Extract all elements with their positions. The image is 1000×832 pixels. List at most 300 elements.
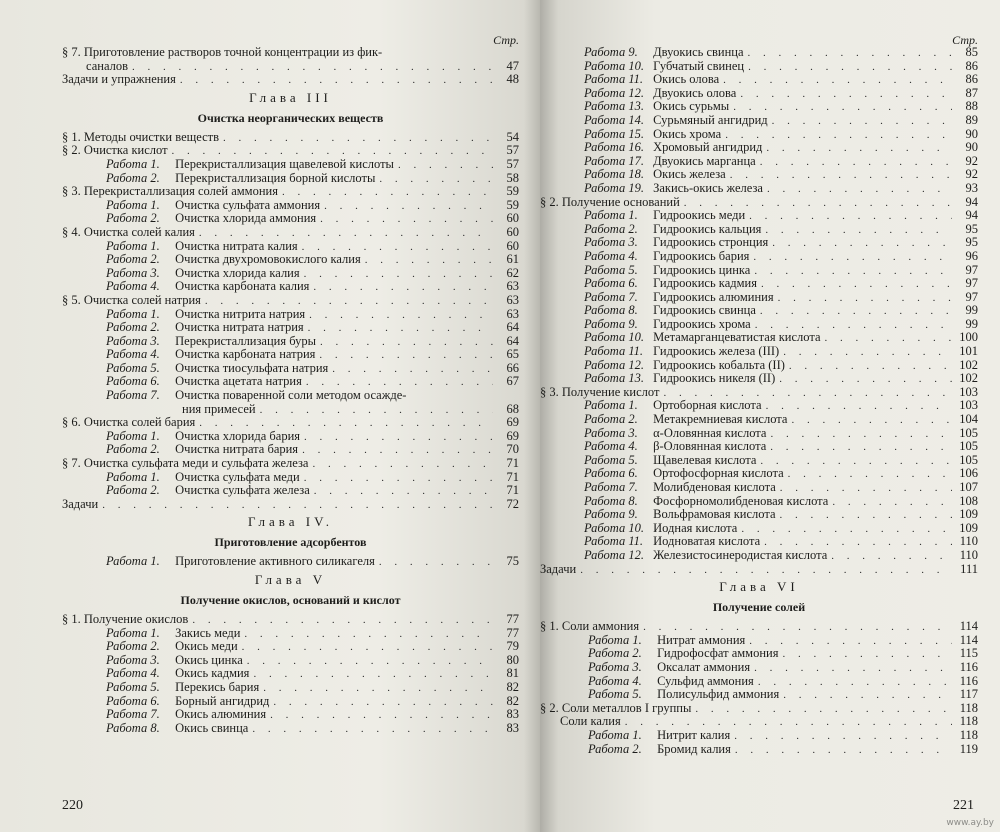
entry-page-number: 59 — [506, 197, 519, 212]
work-label: Работа 7. — [106, 388, 160, 403]
leader-dots — [753, 251, 952, 265]
toc-entry-text — [106, 335, 316, 349]
entry-page-number: 110 — [959, 547, 978, 562]
entry-title: Очистка сульфата меди — [175, 469, 300, 484]
entry-title: Окись кадмия — [175, 666, 250, 681]
entry-page-number: 96 — [965, 248, 978, 263]
leader-dots — [760, 305, 952, 319]
entry-title: § 2. Очистка кислот — [62, 143, 168, 158]
toc-entry-text — [540, 386, 659, 400]
entry-title: Очистка поваренной соли методом осажде- — [175, 388, 407, 403]
entry-page-number: 105 — [959, 452, 978, 467]
work-label: Работа 1. — [106, 156, 160, 171]
work-label: Работа 4. — [106, 279, 160, 294]
toc-entry — [62, 613, 519, 627]
entry-title: Хромовый ангидрид — [653, 140, 763, 155]
leader-dots — [766, 400, 952, 414]
toc-entry-text — [584, 440, 766, 454]
leader-dots — [761, 278, 952, 292]
work-label: Работа 1. — [106, 306, 160, 321]
entry-title: Окись алюминия — [175, 707, 267, 722]
toc-entry-text — [584, 250, 749, 264]
toc-entry-text — [584, 46, 744, 60]
toc-entry-text — [106, 389, 406, 403]
entry-title: Гидроокись кальция — [653, 221, 762, 236]
leader-dots — [831, 550, 952, 564]
work-label: Работа 11. — [584, 534, 644, 549]
entry-page-number: 116 — [959, 673, 978, 688]
toc-entry — [540, 702, 978, 716]
toc-entry-text — [584, 318, 751, 332]
entry-title: § 3. Получение кислот — [540, 384, 660, 399]
entry-title: Окись свинца — [175, 720, 249, 735]
entry-page-number: 61 — [506, 252, 519, 267]
work-label: Работа 7. — [584, 480, 638, 494]
entry-title: Окись цинка — [175, 652, 243, 667]
work-label: Работа 12. — [584, 547, 644, 562]
toc-entry-text — [584, 331, 821, 345]
work-label: Работа 2. — [106, 442, 160, 457]
leader-dots — [263, 682, 493, 696]
entry-page-number: 63 — [506, 306, 519, 321]
entry-title: Гидроокись хрома — [653, 316, 751, 331]
toc-entry — [540, 647, 978, 661]
toc-entry-text — [106, 199, 320, 213]
toc-entry-text — [560, 715, 621, 729]
toc-entry — [62, 253, 519, 267]
leader-dots — [730, 169, 952, 183]
toc-entry-text — [584, 372, 775, 386]
toc-entry — [540, 386, 978, 400]
page-column-label: Стр. — [952, 33, 978, 47]
leader-dots — [780, 509, 952, 523]
toc-entry — [540, 522, 978, 536]
toc-entry-text — [540, 563, 576, 577]
entry-page-number: 69 — [506, 428, 519, 443]
entry-page-number: 103 — [959, 384, 978, 399]
toc-entry-text — [588, 634, 745, 648]
leader-dots — [748, 47, 952, 61]
entry-title: Закись меди — [175, 625, 241, 640]
toc-entry-text — [106, 667, 249, 681]
entry-page-number: 60 — [506, 224, 519, 239]
toc-entry — [540, 250, 978, 264]
entry-page-number: 57 — [506, 156, 519, 171]
toc-entry — [540, 277, 978, 291]
toc-entry-text — [62, 613, 188, 627]
work-label: Работа 1. — [106, 197, 160, 212]
entry-title: саналов — [86, 58, 128, 73]
toc-entry-text — [588, 661, 750, 675]
entry-page-number: 95 — [965, 235, 978, 250]
toc-entry-text — [584, 209, 745, 223]
entry-title: § 1. Соли аммония — [540, 619, 640, 634]
work-label: Работа 2. — [106, 639, 160, 654]
toc-entry-text — [106, 280, 309, 294]
leader-dots — [754, 662, 952, 676]
work-label: Работа 2. — [588, 741, 642, 756]
entry-title: Перекристаллизация буры — [175, 333, 317, 348]
work-label: Работа 1. — [588, 727, 642, 742]
entry-page-number: 71 — [506, 456, 519, 471]
leader-dots — [770, 428, 952, 442]
work-label: Работа 7. — [106, 707, 160, 722]
leader-dots — [180, 74, 493, 88]
work-label: Работа 3. — [584, 235, 638, 250]
entry-title: Очистка нитрата натрия — [175, 320, 304, 335]
toc-entry-text — [106, 158, 394, 172]
toc-entry — [62, 375, 519, 389]
leader-dots — [754, 265, 952, 279]
entry-page-number: 85 — [965, 45, 978, 59]
entry-page-number: 99 — [965, 303, 978, 318]
entry-title: Гидроокись алюминия — [653, 289, 774, 304]
toc-entry-text — [584, 155, 756, 169]
leader-dots — [102, 499, 493, 513]
toc-entry — [62, 389, 519, 403]
entry-title: § 5. Очистка солей натрия — [62, 292, 201, 307]
entry-title: Щавелевая кислота — [653, 452, 757, 467]
toc-entry — [62, 226, 519, 240]
toc-entry-text — [584, 508, 776, 522]
entry-page-number: 105 — [959, 425, 978, 440]
entry-title: Двуокись свинца — [653, 45, 744, 59]
work-label: Работа 1. — [588, 632, 642, 647]
work-label: Работа 11. — [584, 72, 644, 87]
entry-page-number: 90 — [965, 140, 978, 155]
toc-entry — [62, 443, 519, 457]
entry-title: Задачи — [540, 561, 577, 576]
leader-dots — [365, 254, 493, 268]
toc-entry — [62, 60, 519, 74]
toc-entry — [62, 484, 519, 498]
toc-entry — [62, 654, 519, 668]
toc-entry-text — [584, 535, 760, 549]
entry-page-number: 64 — [506, 320, 519, 335]
work-label: Работа 2. — [106, 483, 160, 498]
toc-entry — [540, 675, 978, 689]
leader-dots — [767, 183, 952, 197]
leader-dots — [320, 336, 493, 350]
entry-title: Гидроокись железа (III) — [653, 344, 780, 359]
work-label: Работа 1. — [584, 208, 638, 223]
entry-title: Гидроокись кадмия — [653, 276, 757, 291]
chapter-heading: Глава III — [249, 89, 332, 105]
work-label: Работа 2. — [584, 412, 638, 427]
entry-title: Очистка хлорида аммония — [175, 211, 317, 226]
toc-entry-text — [584, 413, 787, 427]
entry-title: Метакремниевая кислота — [653, 412, 788, 427]
entry-page-number: 83 — [506, 720, 519, 735]
toc-entry-text — [584, 100, 729, 114]
toc-entry — [540, 620, 978, 634]
toc-entry — [62, 240, 519, 254]
toc-entry — [540, 508, 978, 522]
toc-entry — [540, 196, 978, 210]
leader-dots — [765, 224, 952, 238]
work-label: Работа 12. — [584, 85, 644, 100]
entry-page-number: 102 — [959, 371, 978, 386]
entry-page-number: 95 — [965, 221, 978, 236]
entry-page-number: 82 — [506, 693, 519, 708]
toc-entry-text — [588, 743, 731, 757]
entry-title: Очистка нитрита натрия — [175, 306, 306, 321]
leader-dots — [132, 61, 493, 75]
work-label: Работа 1. — [106, 238, 160, 253]
entry-title: Окись меди — [175, 639, 238, 654]
toc-entry-text — [584, 60, 744, 74]
entry-title: Нитрит калия — [657, 727, 731, 742]
work-label: Работа 17. — [584, 153, 644, 168]
work-label: Работа 2. — [584, 221, 638, 236]
entry-title: Окись железа — [653, 167, 726, 182]
toc-entry — [62, 640, 519, 654]
leader-dots — [309, 309, 493, 323]
toc-entry — [62, 73, 519, 87]
entry-page-number: 104 — [959, 412, 978, 427]
entry-title: Борный ангидрид — [175, 693, 270, 708]
toc-list-left — [62, 46, 519, 735]
entry-title: Очистка сульфата железа — [175, 483, 310, 498]
work-label: Работа 15. — [584, 126, 644, 141]
toc-entry — [540, 318, 978, 332]
right-toc — [540, 34, 978, 756]
toc-entry-text — [106, 471, 300, 485]
entry-title: § 3. Перекристаллизация солей аммония — [62, 184, 278, 199]
toc-entry — [540, 331, 978, 345]
entry-page-number: 90 — [965, 126, 978, 141]
leader-dots — [832, 496, 952, 510]
work-label: Работа 1. — [106, 554, 160, 569]
toc-entry-text — [106, 695, 269, 709]
toc-entry-text — [540, 196, 680, 210]
toc-entry-text — [86, 60, 128, 74]
toc-entry-text — [584, 87, 736, 101]
toc-entry-text — [588, 688, 779, 702]
toc-entry-text — [584, 223, 761, 237]
leader-dots — [252, 723, 493, 737]
entry-page-number: 60 — [506, 211, 519, 226]
toc-entry — [540, 87, 978, 101]
work-label: Работа 10. — [584, 330, 644, 345]
work-label: Работа 8. — [584, 303, 638, 318]
entry-title: β-Оловянная кислота — [653, 439, 767, 454]
entry-page-number: 64 — [506, 333, 519, 348]
work-label: Работа 6. — [106, 693, 160, 708]
entry-page-number: 87 — [965, 85, 978, 100]
toc-entry-text — [106, 654, 243, 668]
work-label: Работа 10. — [584, 58, 644, 73]
work-label: Работа 6. — [584, 276, 638, 291]
toc-entry — [62, 280, 519, 294]
entry-title: Гидрофосфат аммония — [657, 646, 779, 661]
entry-title: Двуокись марганца — [653, 153, 756, 168]
leader-dots — [314, 485, 493, 499]
leader-dots — [788, 468, 952, 482]
toc-entry — [62, 667, 519, 681]
toc-entry-text — [106, 240, 298, 254]
toc-entry — [62, 185, 519, 199]
work-label: Работа 5. — [584, 452, 638, 467]
entry-title: Губчатый свинец — [653, 58, 745, 73]
leader-dots — [247, 655, 493, 669]
entry-title: Полисульфид аммония — [657, 687, 780, 702]
entry-title: § 1. Методы очистки веществ — [62, 129, 220, 144]
entry-page-number: 65 — [506, 347, 519, 362]
toc-entry-text — [584, 522, 737, 536]
page-number-left: 220 — [62, 798, 83, 813]
entry-title: Очистка сульфата аммония — [175, 197, 321, 212]
toc-entry — [62, 144, 519, 158]
toc-entry-text — [584, 304, 756, 318]
leader-dots — [304, 431, 493, 445]
entry-page-number: 59 — [506, 184, 519, 199]
toc-entry — [540, 495, 978, 509]
left-toc — [62, 34, 519, 735]
toc-entry-text — [584, 427, 766, 441]
entry-title: Гидроокись стронция — [653, 235, 769, 250]
toc-entry — [540, 46, 978, 60]
entry-page-number: 92 — [965, 153, 978, 168]
toc-entry-text — [106, 308, 305, 322]
entry-page-number: 114 — [959, 632, 978, 647]
work-label: Работа 2. — [106, 320, 160, 335]
entry-title: Иодноватая кислота — [653, 534, 761, 549]
work-label: Работа 3. — [106, 265, 160, 280]
entry-page-number: 97 — [965, 262, 978, 277]
toc-entry-text — [584, 481, 776, 495]
entry-page-number: 86 — [965, 58, 978, 73]
entry-page-number: 118 — [959, 714, 978, 729]
leader-dots — [734, 730, 952, 744]
toc-entry-text — [106, 555, 375, 569]
leader-dots — [320, 213, 493, 227]
toc-entry-text — [584, 114, 768, 128]
toc-entry-text — [62, 185, 278, 199]
toc-entry-text — [584, 141, 762, 155]
work-label: Работа 4. — [106, 666, 160, 681]
entry-page-number: 62 — [506, 265, 519, 280]
toc-entry-text — [584, 345, 779, 359]
toc-entry-text — [106, 640, 238, 654]
entry-page-number: 101 — [959, 344, 978, 359]
toc-entry-text — [182, 403, 256, 417]
entry-page-number: 77 — [506, 625, 519, 640]
entry-title: Бромид калия — [657, 741, 731, 756]
entry-title: Задачи — [62, 496, 99, 511]
toc-entry — [540, 549, 978, 563]
work-label: Работа 2. — [588, 646, 642, 661]
toc-entry-text — [62, 131, 219, 145]
toc-entry — [540, 634, 978, 648]
entry-page-number: 94 — [965, 208, 978, 223]
entry-page-number: 114 — [959, 619, 978, 634]
entry-title: Очистка хлорида бария — [175, 428, 301, 443]
toc-entry-text — [106, 708, 266, 722]
leader-dots — [260, 404, 493, 418]
entry-page-number: 111 — [960, 561, 978, 576]
work-label: Работа 1. — [106, 428, 160, 443]
toc-entry — [540, 73, 978, 87]
right-page — [540, 0, 1000, 832]
entry-title: Окись сурьмы — [653, 99, 730, 114]
toc-entry — [540, 114, 978, 128]
toc-entry — [62, 627, 519, 641]
toc-entry — [62, 199, 519, 213]
toc-entry-text — [106, 321, 304, 335]
toc-entry — [62, 471, 519, 485]
work-label: Работа 3. — [584, 425, 638, 440]
toc-entry-text — [584, 454, 756, 468]
entry-title: Приготовление активного силикагеля — [175, 554, 375, 569]
work-label: Работа 14. — [584, 112, 644, 127]
toc-entry-text — [584, 168, 726, 182]
toc-entry — [540, 715, 978, 729]
toc-entry-text — [588, 647, 778, 661]
work-label: Работа 3. — [106, 652, 160, 667]
entry-page-number: 71 — [506, 483, 519, 498]
toc-entry — [540, 128, 978, 142]
work-label: Работа 9. — [584, 316, 638, 331]
entry-page-number: 69 — [506, 415, 519, 430]
entry-title: Гидроокись меди — [653, 208, 746, 223]
entry-page-number: 100 — [959, 330, 978, 345]
work-label: Работа 1. — [584, 398, 638, 413]
entry-page-number: 82 — [506, 679, 519, 694]
leader-dots — [695, 703, 952, 717]
toc-entry-text — [106, 362, 328, 376]
toc-entry-text — [106, 172, 375, 186]
entry-page-number: 118 — [959, 700, 978, 715]
entry-page-number: 108 — [959, 493, 978, 508]
toc-entry — [540, 100, 978, 114]
work-label: Работа 19. — [584, 180, 644, 195]
entry-page-number: 79 — [506, 639, 519, 654]
toc-entry-text — [62, 144, 168, 158]
work-label: Работа 11. — [584, 344, 644, 359]
entry-title: Перекристаллизация щавелевой кислоты — [175, 156, 394, 171]
work-label: Работа 8. — [584, 493, 638, 508]
entry-title: α-Оловянная кислота — [653, 425, 767, 440]
toc-entry — [62, 267, 519, 281]
toc-entry — [540, 688, 978, 702]
entry-page-number: 81 — [506, 666, 519, 681]
leader-dots — [304, 268, 493, 282]
toc-list-right — [540, 46, 978, 756]
entry-page-number: 102 — [959, 357, 978, 372]
toc-entry-text — [588, 675, 754, 689]
toc-entry — [62, 403, 519, 417]
toc-entry — [62, 681, 519, 695]
entry-page-number: 106 — [959, 466, 978, 481]
leader-dots — [313, 281, 493, 295]
entry-title: § 2. Соли металлов I группы — [540, 700, 692, 715]
entry-page-number: 66 — [506, 360, 519, 375]
leader-dots — [253, 668, 493, 682]
entry-title: Фосфорномолибденовая кислота — [653, 493, 829, 508]
leader-dots — [782, 648, 952, 662]
entry-title: Молибденовая кислота — [653, 480, 776, 494]
toc-entry — [540, 454, 978, 468]
toc-entry — [540, 155, 978, 169]
toc-entry — [62, 335, 519, 349]
entry-page-number: 70 — [506, 442, 519, 457]
entry-title: Закись-окись железа — [653, 180, 763, 195]
entry-title: Метамарганцеватистая кислота — [653, 330, 821, 345]
leader-dots — [244, 628, 493, 642]
entry-title: Очистка хлорида калия — [175, 265, 300, 280]
entry-title: Сульфид аммония — [657, 673, 754, 688]
